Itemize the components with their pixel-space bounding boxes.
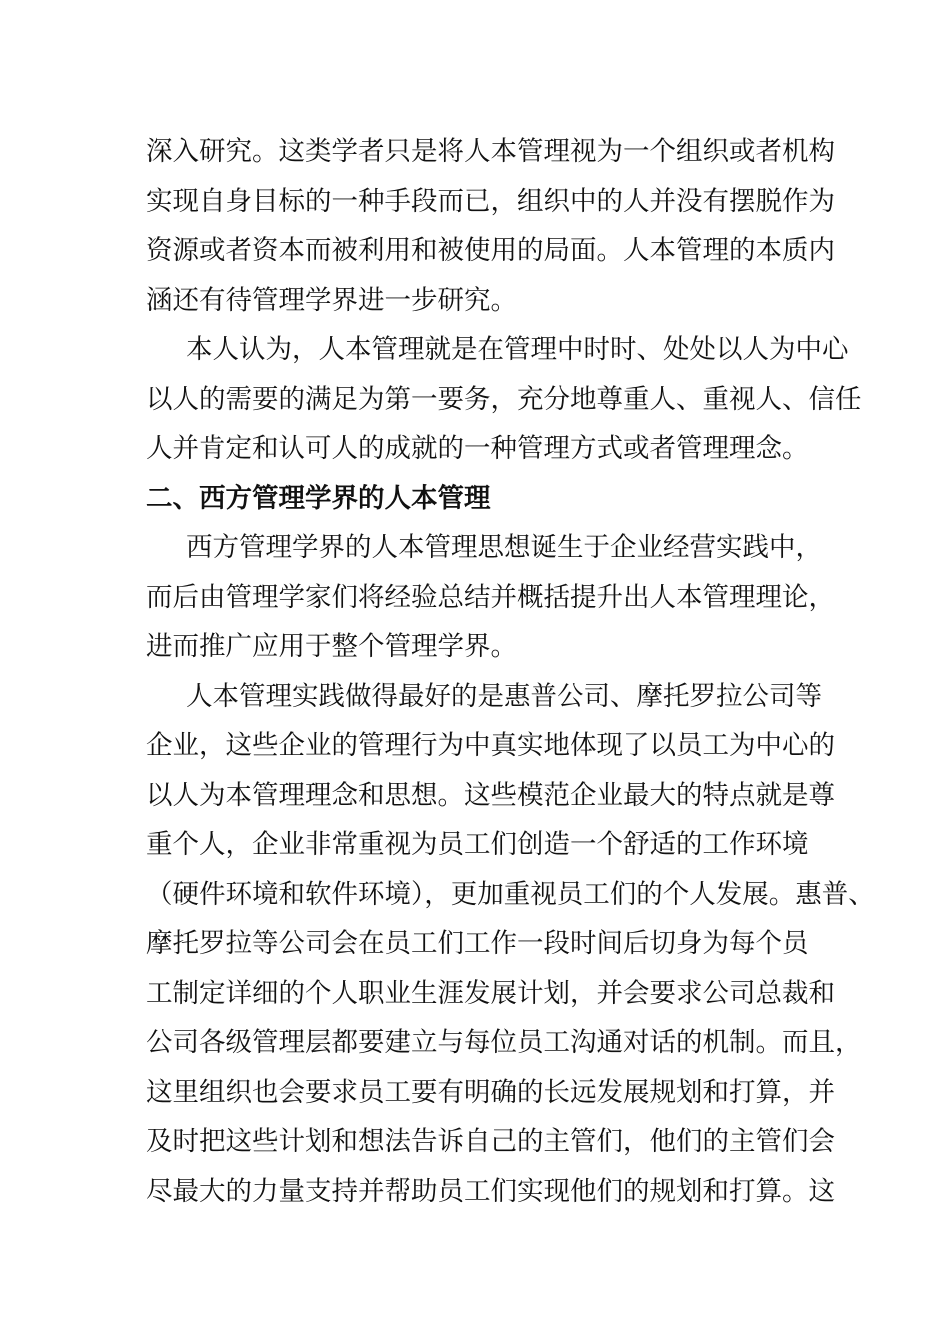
text-line: 以人的需要的满足为第一要务，充分地尊重人、重视人、信任 bbox=[146, 384, 862, 415]
text-line: （硬件环境和软件环境），更加重视员工们的个人发展。惠普、 bbox=[146, 879, 875, 910]
text-line: 资源或者资本而被利用和被使用的局面。人本管理的本质内 bbox=[146, 235, 835, 266]
text-line: 摩托罗拉等公司会在员工们工作一段时间后切身为每个员 bbox=[146, 928, 809, 959]
text-line: 本人认为，人本管理就是在管理中时时、处处以人为中心 bbox=[186, 334, 849, 365]
text-line: 深入研究。这类学者只是将人本管理视为一个组织或者机构 bbox=[146, 136, 835, 167]
text-line: 而后由管理学家们将经验总结并概括提升出人本管理理论， bbox=[146, 582, 835, 613]
section-heading: 二、西方管理学界的人本管理 bbox=[146, 483, 491, 514]
text-line: 尽最大的力量支持并帮助员工们实现他们的规划和打算。这 bbox=[146, 1176, 835, 1207]
text-line: 以人为本管理理念和思想。这些模范企业最大的特点就是尊 bbox=[146, 780, 835, 811]
text-line: 进而推广应用于整个管理学界。 bbox=[146, 631, 517, 662]
text-line: 人本管理实践做得最好的是惠普公司、摩托罗拉公司等 bbox=[186, 681, 822, 712]
text-line: 重个人，企业非常重视为员工们创造一个舒适的工作环境 bbox=[146, 829, 809, 860]
text-line: 公司各级管理层都要建立与每位员工沟通对话的机制。而且， bbox=[146, 1027, 862, 1058]
text-line: 及时把这些计划和想法告诉自己的主管们，他们的主管们会 bbox=[146, 1126, 835, 1157]
text-line: 涵还有待管理学界进一步研究。 bbox=[146, 285, 517, 316]
text-line: 实现自身目标的一种手段而已，组织中的人并没有摆脱作为 bbox=[146, 186, 835, 217]
text-line: 人并肯定和认可人的成就的一种管理方式或者管理理念。 bbox=[146, 433, 809, 464]
text-line: 西方管理学界的人本管理思想诞生于企业经营实践中， bbox=[186, 532, 822, 563]
text-line: 这里组织也会要求员工要有明确的长远发展规划和打算，并 bbox=[146, 1077, 835, 1108]
text-line: 工制定详细的个人职业生涯发展计划，并会要求公司总裁和 bbox=[146, 978, 835, 1009]
text-line: 企业，这些企业的管理行为中真实地体现了以员工为中心的 bbox=[146, 730, 835, 761]
